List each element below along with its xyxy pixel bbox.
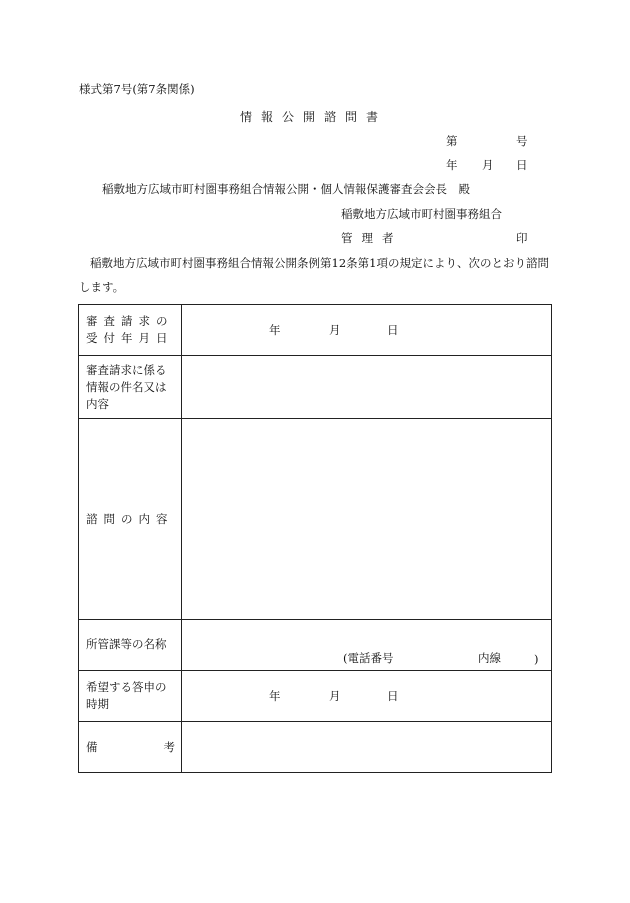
inquiry-content-label: 諮問の内容 xyxy=(79,419,182,620)
intro-text-line1: 稲敷地方広域市町村圏事務組合情報公開条例第12条第1項の規定により、次のとおり諮問 xyxy=(90,256,549,270)
desired-timing-label xyxy=(79,671,182,722)
sender-organization: 稲敷地方広域市町村圏事務組合 xyxy=(341,207,502,221)
inquiry-form-table xyxy=(78,304,552,773)
remarks-label-right: 考 xyxy=(163,739,175,754)
subject-label-line3: 内容 xyxy=(86,396,109,411)
date-year: 年 xyxy=(446,158,458,172)
desired-year: 年 xyxy=(269,689,281,703)
department-label: 所管課等の名称 xyxy=(79,620,182,671)
remarks-label xyxy=(79,722,182,773)
desired-timing-field[interactable] xyxy=(182,671,552,722)
desired-day: 日 xyxy=(387,689,399,703)
form-reference: 様式第7号(第7条関係) xyxy=(79,82,195,96)
extension-label: 内線 xyxy=(478,651,501,665)
table-row xyxy=(79,722,552,773)
subject-label-line2: 情報の件名又は xyxy=(86,379,167,394)
phone-open: (電話番号 xyxy=(343,651,394,665)
desired-timing-label-line2: 時期 xyxy=(86,697,109,711)
sender-role: 管理者 xyxy=(341,231,403,245)
subject-label xyxy=(79,356,182,419)
subject-field[interactable] xyxy=(182,356,552,419)
receipt-year: 年 xyxy=(269,323,281,337)
number-suffix: 号 xyxy=(516,134,528,148)
subject-label-line1: 審査請求に係る xyxy=(86,362,167,377)
table-row xyxy=(79,356,552,419)
remarks-field[interactable] xyxy=(182,722,552,773)
receipt-date-field[interactable] xyxy=(182,305,552,356)
table-row xyxy=(79,620,552,671)
inquiry-content-field[interactable] xyxy=(182,419,552,620)
number-prefix: 第 xyxy=(446,134,458,148)
receipt-date-label-line1: 審査請求の xyxy=(86,314,174,328)
department-field[interactable] xyxy=(182,620,552,671)
receipt-date-label-line2: 受付年月日 xyxy=(86,331,174,345)
receipt-month: 月 xyxy=(329,323,341,337)
desired-month: 月 xyxy=(329,689,341,703)
date-day: 日 xyxy=(516,158,528,172)
remarks-label-left: 備 xyxy=(86,739,98,754)
table-row xyxy=(79,305,552,356)
receipt-date-label xyxy=(79,305,182,356)
document-title: 情報公開諮問書 xyxy=(240,110,388,124)
phone-close: ) xyxy=(534,652,539,666)
addressee: 稲敷地方広域市町村圏事務組合情報公開・個人情報保護審査会会長 殿 xyxy=(102,182,470,196)
seal-mark: 印 xyxy=(516,231,528,245)
table-row xyxy=(79,419,552,620)
desired-timing-label-line1: 希望する答申の xyxy=(86,680,167,694)
table-row xyxy=(79,671,552,722)
date-month: 月 xyxy=(482,158,494,172)
intro-text-line2: します。 xyxy=(79,280,125,294)
receipt-day: 日 xyxy=(387,323,399,337)
